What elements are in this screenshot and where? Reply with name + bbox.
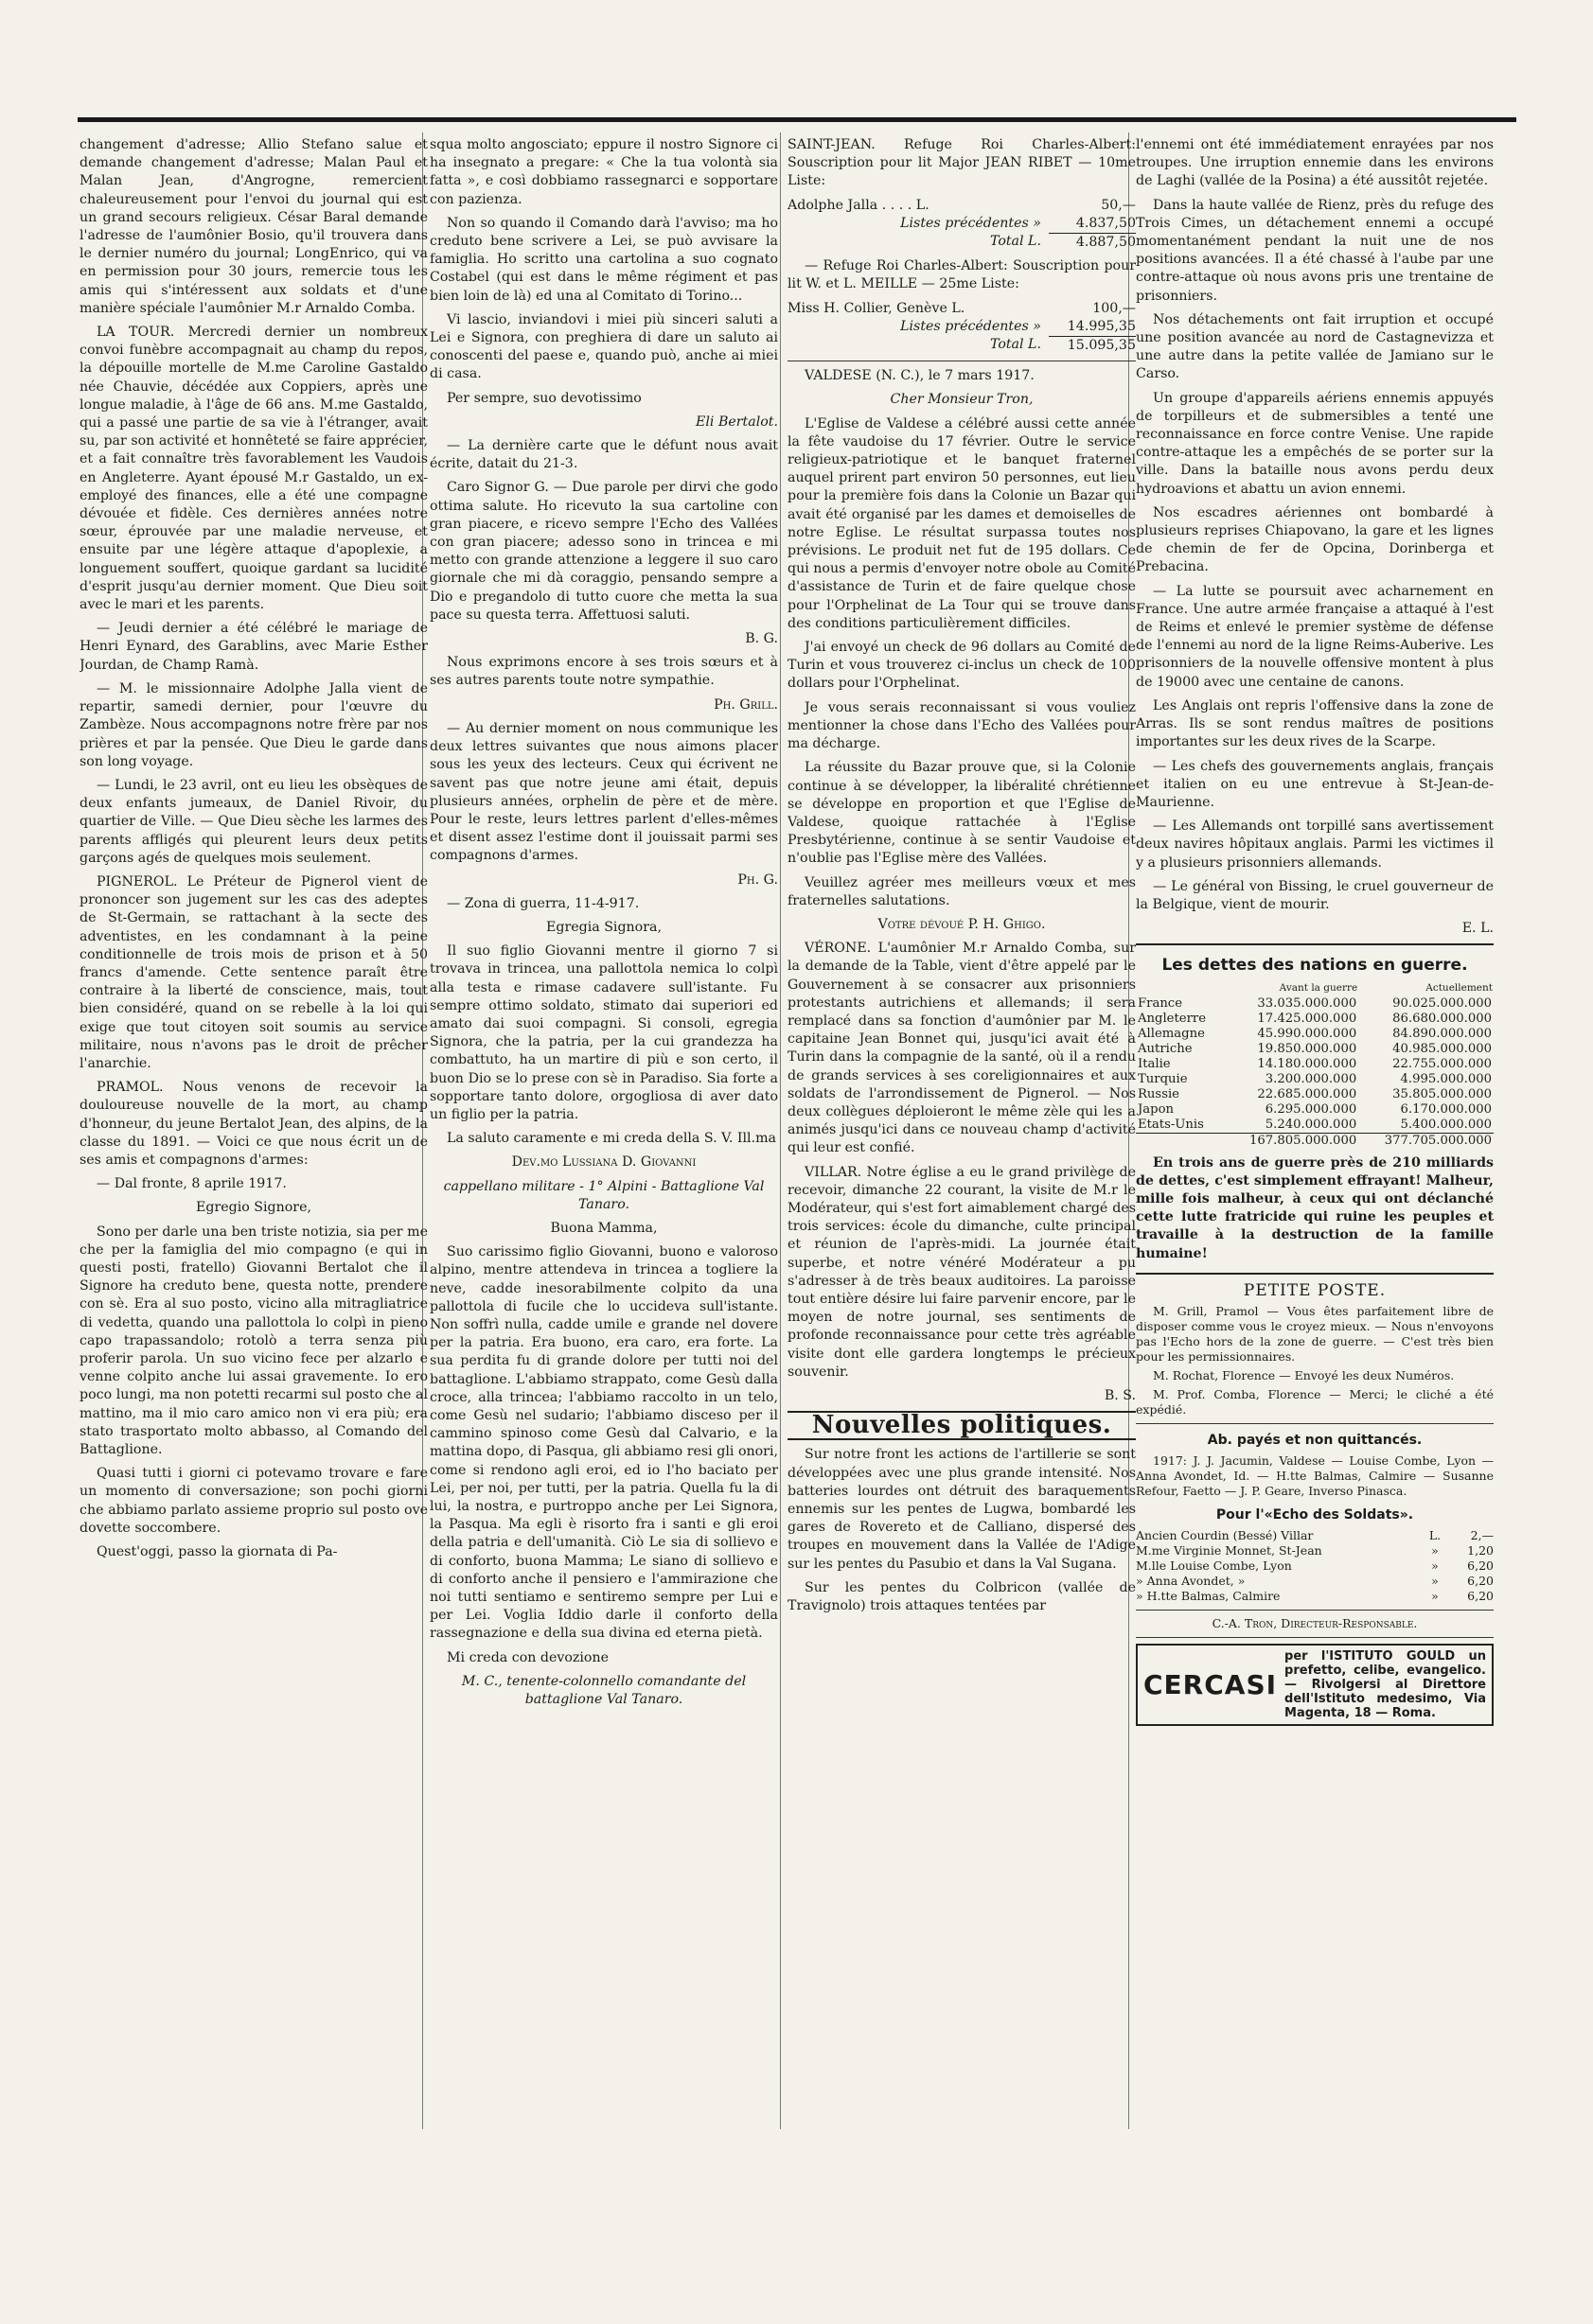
- petite-poste-list: [1136, 1304, 1494, 1417]
- paragraph: — Jeudi dernier a été célébré le mariage de Henri Eynard, des Garablins, avec Marie Esther Jourdan, de Champ Ramà.: [80, 621, 428, 673]
- paragraph: l'ennemi ont été immédiatement enrayées par nos troupes. Une irruption ennemie dans les environs de Laghi (vallée de la Posina) a été aussitôt rejetée.: [1136, 137, 1494, 189]
- subscription-label: Listes précédentes »: [900, 215, 1041, 231]
- table-row: [1136, 1042, 1494, 1057]
- paragraph: Suo carissimo figlio Giovanni, buono e valoroso alpino, mentre attendeva in trincea a togliere la neve, cadde inesorabilmente colpito da una pallottola di fucile che lo uccideva sull'istante. Non soffrì nulla, cadde umile e grande nel dovere per la patria. Era buono, era caro, era forte. La sua perdita fu di grande dolore per tutti noi del battaglione. L'abbiamo strappato, come Gesù dalla croce, alla trincea; l'abbiamo raccolto in un telo, come Gesù nel sudario; l'abbiamo disceso per il cammino spinoso come Gesù dal Calvario, e la mattina dopo, di Pasqua, gli abbiamo resi gli onori, come si rendono agli eroi, ed io l'ho baciato per Lei, per noi, per tutti, per la patria. Quella fu la di lui, la nostra, e purtroppo anche per Lei Signora, la Pasqua. Ma egli è risorto fra i santi e gli eroi della patria e dell'umanità. Ciò Le sia di sollievo e di conforto, buona Mamma; Le siano di sollievo e di conforto anche il pensiero e l'ammirazione che noi tutti sentiamo e sentiremo sempre per Lui e per Lei. Voglia Iddio darle il conforto della rassegnazione e della sua divina ed eterna pietà.: [430, 1244, 778, 1642]
- paragraph: Veuillez agréer mes meilleurs vœux et mes fraternelles salutations.: [788, 874, 1136, 908]
- paragraph: PIGNEROL. Le Préteur de Pignerol vient de prononcer son jugement sur les cas des adeptes de St-Germain, se rattachant à la secte des adventistes, en les condamnant à la peine conditionnelle de trois mois de prison et à 50 francs d'amende. Cette sentence paraît être contraire à la liberté de conscience, mais, tout bien considéré, quand on se rebelle à la loi qui exige que tout citoyen soit soumis au service militaire, nous n'avons pas le droit de prêcher l'anarchie.: [80, 873, 428, 1071]
- column-4: [1136, 136, 1494, 2303]
- echo-row: [1136, 1528, 1494, 1543]
- paragraph: squa molto angosciato; eppure il nostro Signore ci ha insegnato a pregare: « Che la tua volontà sia fatta », e così dobbiamo rassegnarci e sopportare con pazienza.: [430, 137, 778, 207]
- paragraph: La réussite du Bazar prouve que, si la Colonie continue à se développer, la libéralité chrétienne se développe en proportion et que l'Eglise de Valdese, quoique rattachée à l'Eglise Presbytérienne, continue à se sentir Vaudoise et n'oublie pas l'Eglise mère des Vallées.: [788, 760, 1136, 867]
- echo-name: M.me Virginie Monnet, St-Jean: [1136, 1543, 1322, 1558]
- ad-headline: CERCASI: [1143, 1669, 1278, 1701]
- paragraph: Per sempre, suo devotissimo: [447, 390, 642, 406]
- subscription-amount: 4.887,50: [1049, 233, 1136, 252]
- now-cell: 86.680.000.000: [1392, 1011, 1492, 1026]
- paragraph: Quest'oggi, passo la giornata di Pa-: [97, 1544, 338, 1560]
- subscription-label: Miss H. Collier, Genève L.: [788, 300, 965, 316]
- table-total-row: [1136, 1133, 1494, 1149]
- signature: Ph. Grill.: [714, 696, 778, 713]
- paragraph: — Les Allemands ont torpillé sans avertissement deux navires hôpitaux anglais. Parmi les victimes il y a plusieurs prisonniers allemands.: [1136, 819, 1494, 871]
- table-row: [1136, 1087, 1494, 1102]
- echo-currency: »: [1431, 1543, 1439, 1558]
- paragraph: Nos détachements ont fait irruption et occupé une position avancée au nord de Castagnevizza et une autre dans la petite vallée de Jamiano sur le Carso.: [1136, 311, 1494, 382]
- echo-row: [1136, 1574, 1494, 1589]
- salutation: Egregia Signora,: [546, 919, 662, 935]
- subscription-list: [788, 197, 1136, 253]
- echo-row: [1136, 1589, 1494, 1604]
- now-cell: 22.755.000.000: [1392, 1056, 1492, 1071]
- now-cell: 4.995.000.000: [1400, 1071, 1492, 1086]
- table-row: [1136, 1012, 1494, 1027]
- before-cell: 33.035.000.000: [1257, 995, 1357, 1011]
- before-cell: 5.240.000.000: [1265, 1117, 1357, 1132]
- country-cell: [1136, 1133, 1224, 1149]
- before-cell: 3.200.000.000: [1265, 1071, 1357, 1086]
- subscription-label: Listes précédentes »: [900, 318, 1041, 334]
- subscription-heading: — Refuge Roi Charles-Albert: Souscription pour lit W. et L. MEILLE — 25me Liste:: [788, 258, 1136, 292]
- subscription-amount: 14.995,35: [1067, 318, 1136, 334]
- country-cell: Etats-Unis: [1138, 1117, 1204, 1132]
- signature: B. S.: [1104, 1388, 1136, 1403]
- table-row: [1136, 1102, 1494, 1118]
- subscription-row: [788, 318, 1136, 336]
- echo-currency: »: [1431, 1589, 1439, 1604]
- country-cell: Italie: [1138, 1056, 1171, 1071]
- signature: Votre dévoué P. H. Ghigo.: [877, 916, 1046, 932]
- dateline: VALDESE (N. C.), le 7 mars 1917.: [805, 368, 1035, 384]
- country-cell: France: [1138, 995, 1182, 1011]
- paragraph: — La dernière carte que le défunt nous avait écrite, datait du 21-3.: [430, 438, 778, 472]
- subscription-amount: 50,—: [1101, 197, 1136, 213]
- table-row: [1136, 1057, 1494, 1072]
- echo-title: Pour l'«Echo des Soldats».: [1215, 1507, 1414, 1523]
- before-cell: 14.180.000.000: [1257, 1056, 1357, 1071]
- ad-text: per l'ISTITUTO GOULD un prefetto, celibe, evangelico. — Rivolgersi al Direttore dell'Istituto medesimo, Via Magenta, 18 — Roma.: [1284, 1649, 1486, 1721]
- paragraph: — Les chefs des gouvernements anglais, français et italien on eu une entrevue à St-Jean-de-Maurienne.: [1136, 758, 1494, 810]
- paragraph: Un groupe d'appareils aériens ennemis appuyés de torpilleurs et de submersibles a tenté une reconnaissance en force contre Venise. Une rapide contre-attaque les a empêchés de se porter sur la ville. Dans la bataille nous avons perdu deux hydroavions et abattu un avion ennemi.: [1136, 390, 1494, 497]
- country-cell: Turquie: [1138, 1071, 1188, 1086]
- paragraph: PRAMOL. Nous venons de recevoir la douloureuse nouvelle de la mort, au champ d'honneur, du jeune Bertalot Jean, des alpins, de la classe du 1891. — Voici ce que nous écrit un de ses amis et compagnons d'armes:: [80, 1080, 428, 1168]
- now-cell: 40.985.000.000: [1392, 1041, 1492, 1056]
- poste-item: M. Prof. Comba, Florence — Merci; le cliché a été expédié.: [1136, 1386, 1494, 1417]
- salutation: Cher Monsieur Tron,: [890, 392, 1034, 408]
- before-cell: 19.850.000.000: [1257, 1041, 1357, 1056]
- table-header: Actuellement: [1425, 981, 1493, 994]
- paragraph: Sur les pentes du Colbricon (vallée de Travignolo) trois attaques tentées par: [788, 1579, 1136, 1614]
- signature: Eli Bertalot.: [696, 414, 778, 430]
- country-cell: Japon: [1138, 1101, 1175, 1117]
- paragraph: Quasi tutti i giorni ci potevamo trovare e fare un momento di conversazione; son pochi giorni che abbiamo parlato assieme proprio sul posto ove dovette soccombere.: [80, 1466, 428, 1536]
- echo-amount: 6,20: [1467, 1558, 1494, 1574]
- subscription-row: [788, 336, 1136, 355]
- divider: [1136, 1423, 1494, 1424]
- signature: Dev.mo Lussiana D. Giovanni: [511, 1154, 697, 1171]
- before-cell: 45.990.000.000: [1257, 1026, 1357, 1041]
- before-total: 167.805.000.000: [1224, 1133, 1359, 1149]
- paragraph: Les Anglais ont repris l'offensive dans la zone de Arras. Ils se sont rendus maîtres de positions importantes sur les deux rives de la Scarpe.: [1136, 697, 1494, 750]
- paragraph: Sono per darle una ben triste notizia, sia per me che per la famiglia del mio compagno (e qui in questi posti, fratello) Giovanni Bertalot che il Signore ha creduto bene, questa notte, prendere con sè. Era al suo posto, vicino alla mitragliatrice di vedetta, quando una pallottola lo colpì in pieno capo trapassandolo; rotolò a terra senza più proferir parola. Un suo vicino fece per alzarlo e venne colpito anche lui assai gravemente. Io ero poco lungi, ma non potetti recarmi sul posto che al mattino, ma il mio caro amico non vi era più; era stato trasportato molto abbasso, al Comando del Battaglione.: [80, 1224, 428, 1458]
- paragraph: Caro Signor G. — Due parole per dirvi che godo ottima salute. Ho ricevuto la sua cartoline con gran piacere, e ricevo sempre l'Echo des Vallées con gran piacere; adesso sono in trincea e mi metto con grande attenzione a leggere il suo caro giornale che mi dà coraggio, pensando sempre a Dio e pregandolo di tutto cuore che metta la sua pace su questa terra. Affettuosi saluti.: [430, 480, 778, 623]
- echo-amount: 1,20: [1467, 1543, 1494, 1558]
- paragraph: Nos escadres aériennes ont bombardé à plusieurs reprises Chiapovano, la gare et les lignes de chemin de fer de Opcina, Dorinberga et Prebacina.: [1136, 504, 1494, 575]
- paragraph: — Lundi, le 23 avril, ont eu lieu les obsèques de deux enfants jumeaux, de Daniel Rivoir, du quartier de Ville. — Que Dieu sèche les larmes des parents affligés qui pleurent leurs deux petits garçons agés de quelques mois seulement.: [80, 777, 428, 866]
- table-row: [1136, 1118, 1494, 1134]
- echo-currency: »: [1431, 1558, 1439, 1574]
- paragraph: Nous exprimons encore à ses trois sœurs et à ses autres parents toute notre sympathie.: [430, 655, 778, 689]
- echo-row: [1136, 1543, 1494, 1558]
- echo-name: » Anna Avondet, »: [1136, 1574, 1246, 1589]
- paragraph: J'ai envoyé un check de 96 dollars au Comité de Turin et vous trouverez ci-inclus un check de 100 dollars pour l'Orphelinat.: [788, 640, 1136, 692]
- signature: B. G.: [745, 631, 778, 647]
- paragraph: — Dal fronte, 8 aprile 1917.: [97, 1176, 287, 1192]
- echo-name: Ancien Courdin (Bessé) Villar: [1136, 1528, 1314, 1543]
- column-3: [788, 136, 1136, 2303]
- paragraph: VILLAR. Notre église a eu le grand privilège de recevoir, dimanche 22 courant, la visite de M.r le Modérateur, qui s'est fort aimablement chargé des trois services: école du dimanche, culte principal et réunion de l'après-midi. La journée était superbe, et notre vénéré Modérateur a pu s'adresser à de très beaux auditoires. La paroisse tout entière désire lui faire parvenir encore, par le moyen de notre journal, ses sentiments de profonde reconnaissance pour cette très agréable visite dont elle gardera longtemps le précieux souvenir.: [788, 1164, 1136, 1380]
- echo-amount: 6,20: [1467, 1574, 1494, 1589]
- country-cell: Autriche: [1138, 1041, 1193, 1056]
- salutation: Egregio Signore,: [196, 1200, 311, 1216]
- echo-name: » H.tte Balmas, Calmire: [1136, 1589, 1281, 1604]
- poste-item: M. Rochat, Florence — Envoyé les deux Numéros.: [1153, 1367, 1455, 1382]
- advertisement: [1136, 1644, 1494, 1726]
- subscription-row: [788, 197, 1136, 215]
- paragraph: En trois ans de guerre près de 210 milliards de dettes, c'est simplement effrayant! Malheur, mille fois malheur, à ceux qui ont déclanché cette lutte fratricide qui ruine les peuples et travaille à la destruction de la famille humaine!: [1136, 1154, 1494, 1261]
- signature: Ph. G.: [737, 872, 778, 888]
- column-rule: [780, 132, 781, 2129]
- before-cell: 6.295.000.000: [1265, 1101, 1357, 1117]
- director-line: C.-A. Tron, Directeur-Responsable.: [1212, 1616, 1418, 1631]
- subscription-row: [788, 233, 1136, 252]
- subscription-amount: 4.837,50: [1075, 215, 1136, 231]
- before-cell: 22.685.000.000: [1257, 1086, 1357, 1101]
- echo-amount: 6,20: [1467, 1589, 1494, 1604]
- paragraph: — Au dernier moment on nous communique les deux lettres suivantes que nous aimons placer sous les yeux des lecteurs. Ceux qui écrivent ne savent pas que notre jeune ami était, depuis plusieurs années, orphelin de père et de mère. Pour le reste, leurs lettres parlent d'elles-mêmes et disent assez l'estime dont il jouissait parmi ses compagnons d'armes.: [430, 720, 778, 864]
- subscription-row: [788, 300, 1136, 318]
- paragraph: Je vous serais reconnaissant si vous vouliez mentionner la chose dans l'Echo des Vallées pour ma décharge.: [788, 699, 1136, 752]
- paragraph: L'Eglise de Valdese a célébré aussi cette année la fête vaudoise du 17 février. Outre le service religieux-patriotique et le banquet fraternel auquel prirent part environ 50 personnes, eut lieu pour la première fois dans la Colonie un Bazar qui avait été organisé par les dames et demoiselles de notre Eglise. Le résultat surpassa toutes nos prévisions. Le produit net fut de 195 dollars. Ce qui nous a permis d'envoyer notre obole au Comité d'assistance de Turin et de faire quelque chose pour l'Orphelinat de La Tour qui se trouve dans des conditions particulièrement difficiles.: [788, 415, 1136, 631]
- divider: [1136, 1610, 1494, 1611]
- subscription-amount: 15.095,35: [1049, 336, 1136, 355]
- paragraph: Dans la haute vallée de Rienz, près du refuge des Trois Cimes, un détachement ennemi a occupé momentanément pendant la nuit une de nos positions avancées. Il a été chassé à l'aube par une contre-attaque où nous avons pris une trentaine de prisonniers.: [1136, 197, 1494, 304]
- subscription-heading: SAINT-JEAN. Refuge Roi Charles-Albert: Souscription pour lit Major JEAN RIBET — 10me Liste:: [788, 137, 1136, 189]
- subscription-list: [788, 300, 1136, 356]
- echo-name: M.lle Louise Combe, Lyon: [1136, 1558, 1292, 1574]
- subscription-label: Adolphe Jalla . . . . L.: [788, 197, 929, 213]
- top-rule: [78, 117, 1516, 122]
- debts-table: [1136, 979, 1494, 1149]
- paragraph: changement d'adresse; Allio Stefano salue et demande changement d'adresse; Malan Paul et Malan Jean, d'Angrogne, remercient chaleureusement pour l'envoi du journal qui est un grand secours religieux. César Baral demande l'adresse de l'aumônier Bosio, qu'il trouvera dans le dernier numéro du journal; LongEnrico, qui va en permission pour 30 jours, remercie tous les amis qui s'intéressent aux soldats et d'une manière spéciale l'aumônier M.r Arnaldo Comba.: [80, 137, 428, 316]
- echo-currency: »: [1431, 1574, 1439, 1589]
- country-cell: Russie: [1138, 1086, 1179, 1101]
- paragraph: Mi creda con devozione: [447, 1649, 610, 1665]
- now-cell: 90.025.000.000: [1392, 995, 1492, 1011]
- ab-text: 1917: J. J. Jacumin, Valdese — Louise Combe, Lyon — Anna Avondet, Id. — H.tte Balmas, Calmire — Susanne Refour, Faetto — J. P. Geare, Inverso Pinasca.: [1136, 1453, 1494, 1499]
- paragraph: — La lutte se poursuit avec acharnement en France. Une autre armée française a attaqué à l'est de Reims et enlevé le premier système de défense de l'ennemi au nord de la ligne Reims-Auberive. Les prisonniers de la nouvelle offensive montent à plus de 19000 avec une centaine de canons.: [1136, 583, 1494, 690]
- before-cell: 17.425.000.000: [1257, 1011, 1357, 1026]
- table-row: [1136, 996, 1494, 1012]
- signature: M. C., tenente-colonnello comandante del battaglione Val Tanaro.: [461, 1673, 747, 1708]
- now-cell: 6.170.000.000: [1400, 1101, 1492, 1117]
- petite-poste-title: PETITE POSTE.: [1243, 1280, 1387, 1300]
- paragraph: — M. le missionnaire Adolphe Jalla vient de repartir, samedi dernier, pour l'œuvre du Zambèze. Nous accompagnons notre frère par nos prières et par la pensée. Que Dieu le garde dans son long voyage.: [80, 680, 428, 769]
- paragraph: — Zona di guerra, 11-4-917.: [447, 895, 640, 911]
- table-row: [1136, 1027, 1494, 1042]
- paragraph: LA TOUR. Mercredi dernier un nombreux convoi funèbre accompagnait au champ du repos, la dépouille mortelle de M.me Caroline Gastaldo née Chauvie, décédée aux Coppiers, après une longue maladie, à l'âge de 66 ans. M.me Gastaldo, qui a passé une partie de sa vie à l'étranger, avait su, par son activité et honnêteté se faire apprécier, et a fait connaître très favorablement les Vaudois en Angleterre. Ayant épousé M.r Gastaldo, un ex-employé des finances, elle a été une compagne dévouée et fidèle. Ces dernières années notre sœur, éprouvée par une maladie nerveuse, et ensuite par une légère attaque d'apoplexie, a longuement souffert, quoique gardant sa lucidité d'esprit jusqu'au dernier moment. Que Dieu soit avec le mari et les parents.: [80, 325, 428, 613]
- ab-title: Ab. payés et non quittancés.: [1207, 1432, 1423, 1448]
- echo-list: [1136, 1528, 1494, 1604]
- country-cell: Angleterre: [1138, 1011, 1206, 1026]
- signature-title: cappellano militare - 1° Alpini - Battaglione Val Tanaro.: [443, 1178, 765, 1212]
- paragraph: — Le général von Bissing, le cruel gouverneur de la Belgique, vient de mourir.: [1136, 878, 1494, 912]
- debts-box: [1136, 943, 1494, 1274]
- paragraph: La saluto caramente e mi creda della S. V. Ill.ma: [447, 1131, 777, 1147]
- divider: [1136, 1637, 1494, 1638]
- paragraph: Vi lascio, inviandovi i miei più sinceri saluti a Lei e Signora, con preghiera di dare un saluto ai conoscenti del paese e, quando può, anche ai miei di casa.: [430, 311, 778, 382]
- signature: E. L.: [1461, 921, 1494, 937]
- subscription-label: Total L.: [989, 234, 1041, 250]
- subscription-row: [788, 215, 1136, 233]
- paragraph: Il suo figlio Giovanni mentre il giorno 7 si trovava in trincea, una pallottola nemica lo colpì alla testa e rimase cadavere sull'istante. Fu sempre ottimo soldato, stimato dai superiori ed amato dai suoi compagni. Si consoli, egregia Signora, che la patria, per la cui grandezza ha combattuto, ha un martire di più e son certo, il buon Dio se lo prese con sè in Paradiso. Sia forte a sopportare tanto dolore, orgogliosa di aver dato un figlio per la patria.: [430, 943, 778, 1122]
- table-header: Avant la guerre: [1279, 981, 1358, 994]
- now-cell: 84.890.000.000: [1392, 1026, 1492, 1041]
- now-total: 377.705.000.000: [1358, 1133, 1494, 1149]
- debts-title: Les dettes des nations en guerre.: [1161, 956, 1468, 976]
- paragraph: Non so quando il Comando darà l'avviso; ma ho creduto bene scrivere a Lei, se può avvisare la famiglia. Ho scritto una cartolina a suo cognato Costabel (qui est dans le même régiment et pas bien loin de là) ed una al Comitato di Torino...: [430, 215, 778, 304]
- echo-currency: L.: [1428, 1528, 1442, 1543]
- echo-amount: 2,—: [1470, 1528, 1494, 1543]
- echo-row: [1136, 1558, 1494, 1574]
- section-title: Nouvelles politiques.: [788, 1411, 1136, 1440]
- now-cell: 5.400.000.000: [1400, 1117, 1492, 1132]
- column-2: [430, 136, 778, 2303]
- now-cell: 35.805.000.000: [1392, 1086, 1492, 1101]
- subscription-amount: 100,—: [1092, 300, 1136, 316]
- country-cell: Allemagne: [1138, 1026, 1205, 1041]
- table-row: [1136, 1072, 1494, 1087]
- table-header: [1136, 979, 1224, 996]
- subscription-label: Total L.: [989, 337, 1041, 353]
- paragraph: Sur notre front les actions de l'artillerie se sont développées avec une plus grande intensité. Nos batteries lourdes ont détruit des baraquements ennemis sur les pentes de Lugwa, bombardé les gares de Rovereto et de Calliano, dispersé des troupes en mouvement dans la Vallée de l'Adige sur les pentes du Pasubio et dans la Val Sugana.: [788, 1447, 1136, 1572]
- column-1: [80, 136, 428, 2303]
- salutation: Buona Mamma,: [550, 1220, 658, 1236]
- paragraph: VÉRONE. L'aumônier M.r Arnaldo Comba, sur la demande de la Table, vient d'être appelé par le Gouvernement à se consacrer aux prisonniers protestants autrichiens et allemands; il sera remplacé dans sa fonction d'aumônier par M. le capitaine Jean Bonnet qui, jusqu'ici avait été à Turin dans la compagnie de la santé, où il a rendu de grands services à ses coreligionnaires et aux soldats de l'arrondissement de Pignerol. — Nos deux collègues déploieront le même zèle qui les a animés jusqu'ici dans ce nouveau champ d'activité qui leur est confié.: [788, 941, 1136, 1156]
- poste-item: M. Grill, Pramol — Vous êtes parfaitement libre de disposer comme vous le croyez mieux. — Nous n'envoyons pas l'Echo hors de la zone de guerre. — C'est très bien pour les permissionnaires.: [1136, 1303, 1494, 1364]
